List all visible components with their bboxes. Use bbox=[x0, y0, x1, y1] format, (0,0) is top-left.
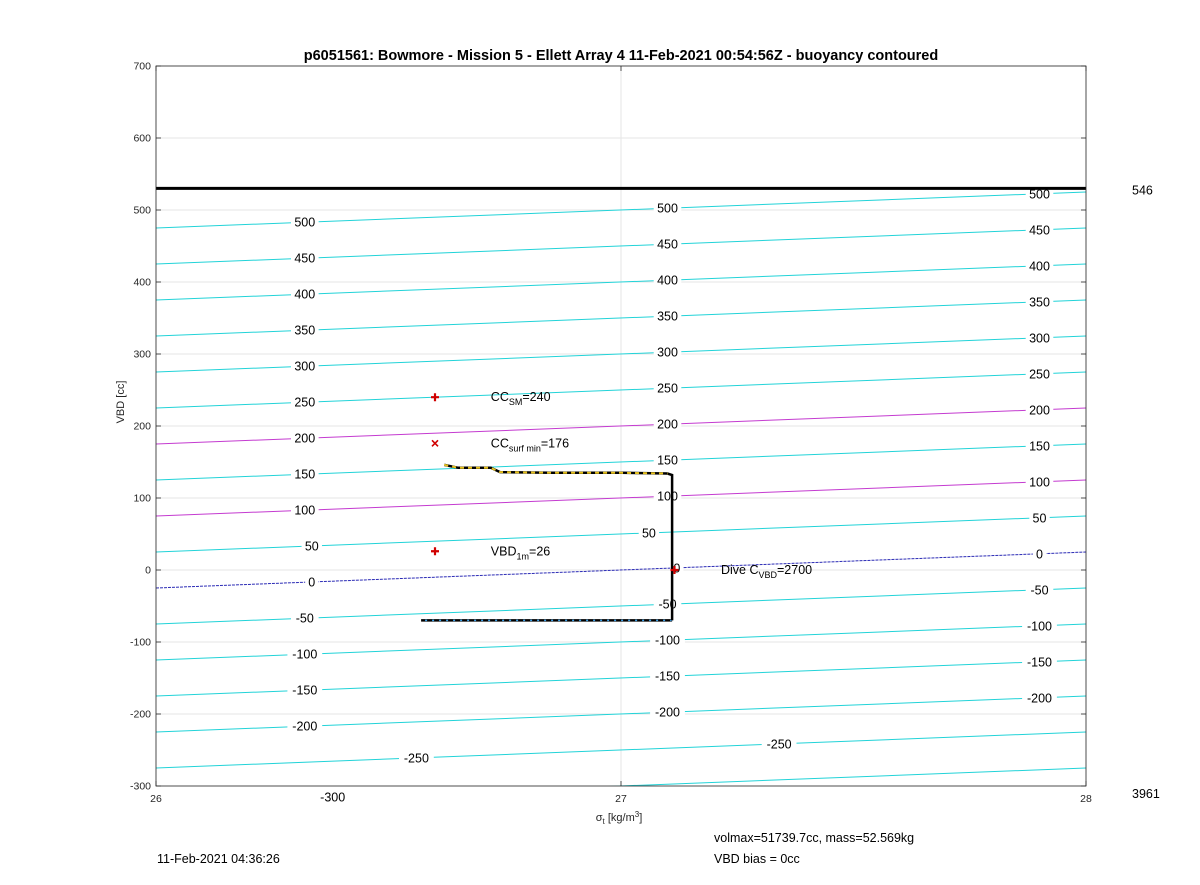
contour-label: 250 bbox=[294, 395, 316, 410]
marker-label-main: CC bbox=[490, 436, 509, 451]
contour-label: 350 bbox=[294, 323, 316, 338]
contour-label: 400 bbox=[294, 287, 316, 302]
x-axis-label bbox=[596, 810, 643, 826]
chart-title: p6051561: Bowmore - Mission 5 - Ellett Array 4 11-Feb-2021 00:54:56Z - buoyancy contoured bbox=[303, 48, 939, 64]
vbd-max-label: 546 bbox=[1132, 183, 1153, 198]
y-tick-label: 600 bbox=[133, 132, 151, 145]
contour-label: 450 bbox=[657, 237, 678, 252]
contour-label: 50 bbox=[641, 526, 656, 541]
contour-label: 100 bbox=[657, 489, 678, 504]
x-axis-label-superscript: 3 bbox=[634, 810, 640, 819]
marker-x bbox=[432, 440, 438, 446]
contour-label: -50 bbox=[658, 597, 677, 612]
contour-label: -50 bbox=[1030, 583, 1049, 598]
marker-label-value: =240 bbox=[522, 390, 551, 405]
contour-label: 150 bbox=[294, 467, 316, 482]
contour-label: 50 bbox=[1032, 511, 1047, 526]
marker-plus bbox=[431, 393, 439, 401]
marker-label-main: VBD bbox=[490, 544, 517, 559]
marker-label-value: =26 bbox=[529, 544, 551, 559]
contour-label: 0 bbox=[1036, 547, 1043, 562]
x-axis-label-end: ] bbox=[639, 812, 643, 824]
contour-label: 450 bbox=[1029, 223, 1050, 238]
annotation-markers bbox=[431, 390, 812, 580]
contour-label: -200 bbox=[292, 719, 318, 734]
y-tick-label: 300 bbox=[133, 348, 151, 361]
y-tick-label: -300 bbox=[129, 780, 151, 793]
marker-label bbox=[491, 544, 550, 561]
marker-label-sub: surf min bbox=[508, 443, 541, 454]
y-tick-label: 0 bbox=[145, 564, 151, 577]
contour-label: 300 bbox=[294, 359, 316, 374]
contour-label: 150 bbox=[657, 453, 678, 468]
marker-plus bbox=[431, 547, 439, 555]
x-tick-label: 26 bbox=[150, 793, 162, 805]
contour-label: -200 bbox=[654, 705, 681, 720]
x-axis-label-subscript: t bbox=[602, 817, 605, 826]
marker-label-value: =176 bbox=[540, 436, 570, 451]
descent-line bbox=[444, 465, 672, 621]
x-axis-right-label: 3961 bbox=[1132, 787, 1160, 801]
marker-label-main: CC bbox=[490, 390, 509, 405]
marker-label-main: Dive C bbox=[720, 563, 759, 577]
marker-label bbox=[721, 563, 812, 580]
x-tick-label: 27 bbox=[615, 793, 627, 805]
x-axis-label-sigma: σ bbox=[595, 812, 603, 824]
contour-label: 400 bbox=[657, 273, 678, 288]
contour-label: -100 bbox=[654, 633, 681, 648]
contour-label: -150 bbox=[654, 669, 681, 684]
axis-ticks bbox=[130, 61, 1092, 806]
marker-label-sub: VBD bbox=[758, 570, 778, 580]
marker-label-sub: 1m bbox=[516, 551, 530, 562]
contour-label: 0 bbox=[308, 575, 316, 590]
contour-label: -100 bbox=[1026, 619, 1053, 634]
marker-label bbox=[491, 436, 569, 453]
contour-label: -50 bbox=[295, 611, 314, 626]
y-tick-label: 100 bbox=[133, 492, 151, 505]
contour-label: 500 bbox=[1029, 187, 1050, 202]
contour-label: -200 bbox=[1026, 691, 1053, 706]
y-axis-label: VBD [cc] bbox=[115, 380, 127, 424]
contour-label: 350 bbox=[1029, 295, 1050, 310]
x-tick-label: 28 bbox=[1080, 793, 1092, 805]
footer-volmax: volmax=51739.7cc, mass=52.569kg bbox=[714, 831, 915, 845]
marker-label bbox=[491, 390, 551, 407]
y-tick-label: -200 bbox=[129, 708, 151, 721]
contour-label: -150 bbox=[1026, 655, 1053, 670]
contour-label: 50 bbox=[304, 539, 319, 554]
contour-label: 200 bbox=[1029, 403, 1050, 418]
marker-label-sub: SM bbox=[508, 397, 523, 408]
y-tick-label: 400 bbox=[133, 276, 151, 289]
contour-label: -150 bbox=[292, 683, 318, 698]
contour-label: 500 bbox=[657, 201, 678, 216]
contour-label: 500 bbox=[294, 215, 316, 230]
footer-timestamp: 11-Feb-2021 04:36:26 bbox=[157, 852, 280, 866]
contour-label: 100 bbox=[1029, 475, 1050, 490]
contour-label: 200 bbox=[294, 431, 316, 446]
contour-label: 350 bbox=[657, 309, 678, 324]
contour-label: -300 bbox=[320, 790, 346, 805]
contour-label: -250 bbox=[403, 751, 429, 766]
footer-vbd-bias: VBD bias = 0cc bbox=[714, 852, 800, 866]
y-tick-label: 700 bbox=[133, 60, 151, 73]
contour-label: 300 bbox=[1029, 331, 1050, 346]
contour-label: 400 bbox=[1029, 259, 1050, 274]
x-axis-label-units: [kg/m bbox=[604, 812, 635, 824]
contour-label: 200 bbox=[657, 417, 678, 432]
vbd-profile bbox=[421, 465, 672, 621]
contour-label: 250 bbox=[1029, 367, 1050, 382]
marker-label-value: =2700 bbox=[777, 563, 813, 577]
contour-label: -100 bbox=[292, 647, 318, 662]
contour-label: -250 bbox=[766, 737, 792, 752]
y-tick-label: -100 bbox=[129, 636, 151, 649]
contour-label: 450 bbox=[294, 251, 316, 266]
contour-label: 0 bbox=[673, 561, 681, 576]
contour-label: 250 bbox=[657, 381, 678, 396]
y-tick-label: 500 bbox=[133, 204, 151, 217]
contour-label: 100 bbox=[294, 503, 316, 518]
contour-label: 150 bbox=[1029, 439, 1050, 454]
y-tick-label: 200 bbox=[133, 420, 151, 433]
contour-label: 300 bbox=[657, 345, 678, 360]
